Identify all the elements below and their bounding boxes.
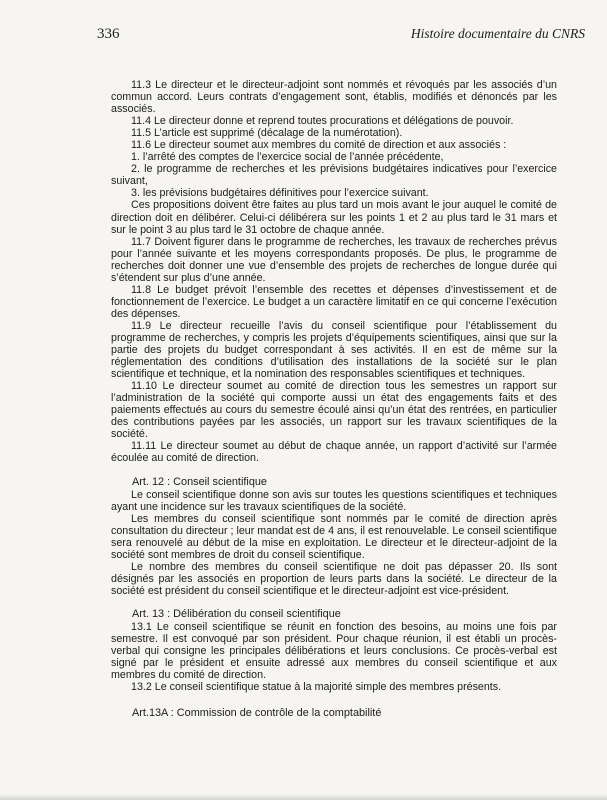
list-item-1: 1. l’arrêté des comptes de l’exercice social de l’année précédente,: [131, 151, 444, 164]
page-number: 336: [97, 26, 120, 42]
paragraph-11-7: 11.7 Doivent figurer dans le programme de recherches, les travaux de recherches prévus pour l’année suivante et les moyens correspondants proposés. De plus, le programme de recherches doit donner une vue d’ensemble des projets de recherches de longue durée qui s’étendent sur plus d’une année.: [111, 235, 557, 284]
book-title: Histoire documentaire du CNRS: [410, 26, 585, 41]
paragraph-13-2: 13.2 Le conseil scientifique statue à la majorité simple des membres présents.: [131, 681, 502, 694]
article-13-heading: Art. 13 : Délibération du conseil scientifique: [132, 607, 341, 620]
list-item-3: 3. les prévisions budgétaires définitives pour l’exercice suivant.: [131, 187, 429, 200]
body-text: [111, 79, 557, 720]
paragraph-13-1: 13.1 Le conseil scientifique se réunit en fonction des besoins, au moins une fois par semestre. Il est convoqué par son président. Pour chaque réunion, il est établi un procès-verbal qui consigne les principales délibérations et leurs conclusions. Ce procès-verbal est signé par le président et ensuite adressé aux membres du conseil scientifique et aux membres du comité de direction.: [111, 621, 557, 682]
paragraph-11-11: 11.11 Le directeur soumet au début de chaque année, un rapport d’activité sur l’armée écoulée au comité de direction.: [111, 440, 557, 465]
paragraph-11-5: 11.5 L’article est supprimé (décalage de la numérotation).: [131, 127, 403, 140]
article-12-heading: Art. 12 : Conseil scientifique: [132, 475, 267, 488]
paragraph-11-3: 11.3 Le directeur et le directeur-adjoint sont nommés et révoqués par les associés d’un commun accord. Leurs contrats d’engagement sont, établis, modifiés et dénoncés par les associés.: [111, 79, 557, 116]
paragraph-11-10: 11.10 Le directeur soumet au comité de direction tous les semestres un rapport sur l’administration de la société qui comporte aussi un état des engagements faits et des paiements effectués au cours du semestre écoulé ainsi qu’un état des rentrées, en particulier des contributions payées par les associés, un rapport sur les travaux scientifiques de la société.: [111, 380, 557, 441]
article-12-paragraph: Le nombre des membres du conseil scientifique ne doit pas dépasser 20. Ils sont désignés par les associés en proportion de leurs parts dans la société. Le directeur de la société est président du conseil scientifique et le directeur-adjoint est vice-président.: [111, 560, 557, 597]
running-header: [97, 26, 585, 43]
article-12-paragraph: Les membres du conseil scientifique sont nommés par le comité de direction après consultation du directeur ; leur mandat est de 4 ans, il est renouvelable. Le conseil scientifique sera renouvelé au début de la mise en exploitation. Le directeur et le directeur-adjoint de la société sont membres de droit du conseil scientifique.: [111, 512, 557, 561]
list-item-2: 2. le programme de recherches et les prévisions budgétaires indicatives pour l’exercice suivant,: [111, 163, 557, 188]
paragraph-11-4: 11.4 Le directeur donne et reprend toutes procurations et délégations de pouvoir.: [131, 115, 514, 128]
paragraph-11-8: 11.8 Le budget prévoit l’ensemble des recettes et dépenses d’investissement et de fonctionnement de l’exercice. Le budget a un caractère limitatif en ce qui concerne l’exécution des dépenses.: [111, 283, 557, 320]
article-12-paragraph: Le conseil scientifique donne son avis sur toutes les questions scientifiques et techniques ayant une incidence sur les travaux scientifiques de la société.: [111, 488, 557, 513]
paragraph-11-6: 11.6 Le directeur soumet aux membres du comité de direction et aux associés :: [131, 139, 507, 152]
paragraph-propositions: Ces propositions doivent être faites au plus tard un mois avant le jour auquel le comité de direction doit en délibérer. Celui-ci délibérera sur les points 1 et 2 au plus tard le 31 mars et sur le point 3 au plus tard le 31 octobre de chaque année.: [111, 199, 557, 236]
article-13a-heading: Art.13A : Commission de contrôle de la comptabilité: [132, 707, 382, 720]
paragraph-11-9: 11.9 Le directeur recueille l’avis du conseil scientifique pour l’établissement du programme de recherches, y compris les projets d’équipements scientifiques, ainsi que sur la partie des projets du budget correspondant à ses activités. Il en est de même sur la réglementation des conditions d’utilisation des installations de la société sur le plan scientifique et technique, et la nomination des responsables scientifiques et techniques.: [111, 319, 557, 381]
